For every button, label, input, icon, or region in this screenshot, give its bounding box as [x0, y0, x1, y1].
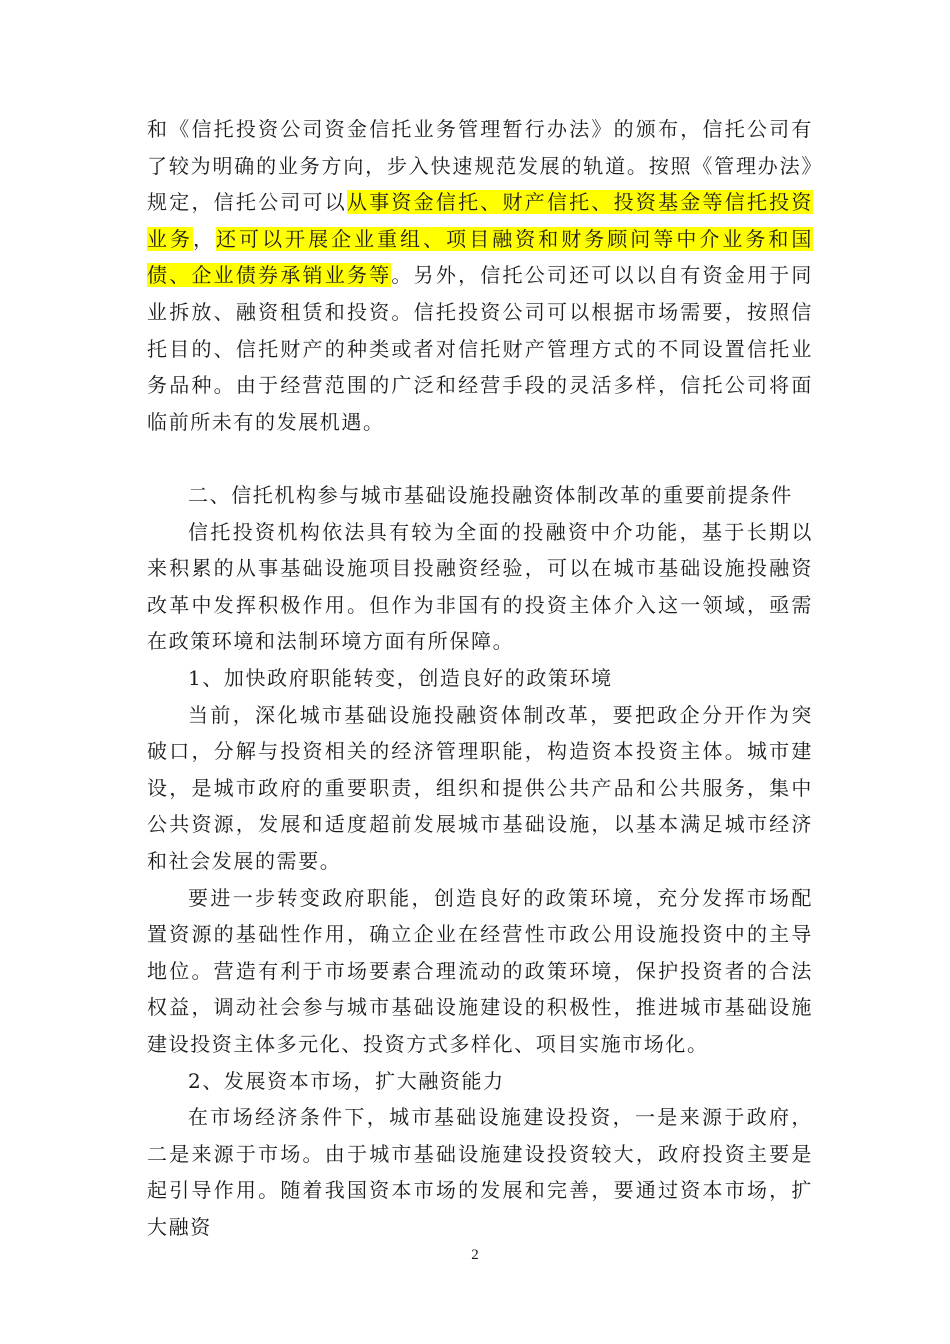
subsection-1-paragraph-2: 要进一步转变政府职能，创造良好的政策环境，充分发挥市场配置资源的基础性作用，确立企业在经营性市政公用设施投资中的主导地位。营造有利于市场要素合理流动的政策环境，保护投资者的合法权益，调动社会参与城市基础设施建设的积极性，推进城市基础设施建设投资主体多元化、投资方式多样化、项目实施市场化。: [147, 885, 813, 1056]
paragraph-trust-business-scope: [147, 111, 813, 440]
highlighted-text: 从事资金信托、财产信托、投资基金等信托投资业务: [147, 190, 813, 251]
paragraph-text: ，: [193, 226, 217, 251]
section-intro-paragraph: 信托投资机构依法具有较为全面的投融资中介功能，基于长期以来积累的从事基础设施项目投融资经验，可以在城市基础设施投融资改革中发挥积极作用。但作为非国有的投资主体介入这一领域，亟需在政策环境和法制环境方面有所保障。: [147, 519, 813, 654]
subsection-1-paragraph-1: 当前，深化城市基础设施投融资体制改革，要把政企分开作为突破口，分解与投资相关的经济管理职能，构造资本投资主体。城市建设，是城市政府的重要职责，组织和提供公共产品和公共服务，集中公共资源，发展和适度超前发展城市基础设施，以基本满足城市经济和社会发展的需要。: [147, 702, 813, 873]
section-two: [147, 477, 813, 1245]
subsection-2-paragraph-1: 在市场经济条件下，城市基础设施建设投资，一是来源于政府，二是来源于市场。由于城市基础设施建设投资较大，政府投资主要是起引导作用。随着我国资本市场的发展和完善，要通过资本市场，扩大融资: [147, 1105, 813, 1239]
section-heading: 二、信托机构参与城市基础设施投融资体制改革的重要前提条件: [188, 483, 793, 507]
highlighted-text: 还可以开展企业重组、项目融资和财务顾问等中介业务和国债、企业债券承销业务等: [147, 226, 813, 288]
paragraph-text: 和《信托投资公司资金信托业务管理暂行办法》的颁布，信托公司有了较为明确的业务方向，步入快速规范发展的轨道。按照《管理办法》规定，信托公司可以: [147, 117, 813, 215]
page-number: 2: [471, 1247, 479, 1263]
subsection-heading-1: 1、加快政府职能转变，创造良好的政策环境: [188, 665, 613, 690]
paragraph-text: 。另外，信托公司还可以以自有资金用于同业拆放、融资租赁和投资。信托投资公司可以根据市场需要，按照信托目的、信托财产的种类或者对信托财产管理方式的不同设置信托业务品种。由于经营范围的广泛和经营手段的灵活多样，信托公司将面临前所未有的发展机遇。: [147, 263, 813, 434]
subsection-heading-2: 2、发展资本市场，扩大融资能力: [188, 1068, 505, 1093]
